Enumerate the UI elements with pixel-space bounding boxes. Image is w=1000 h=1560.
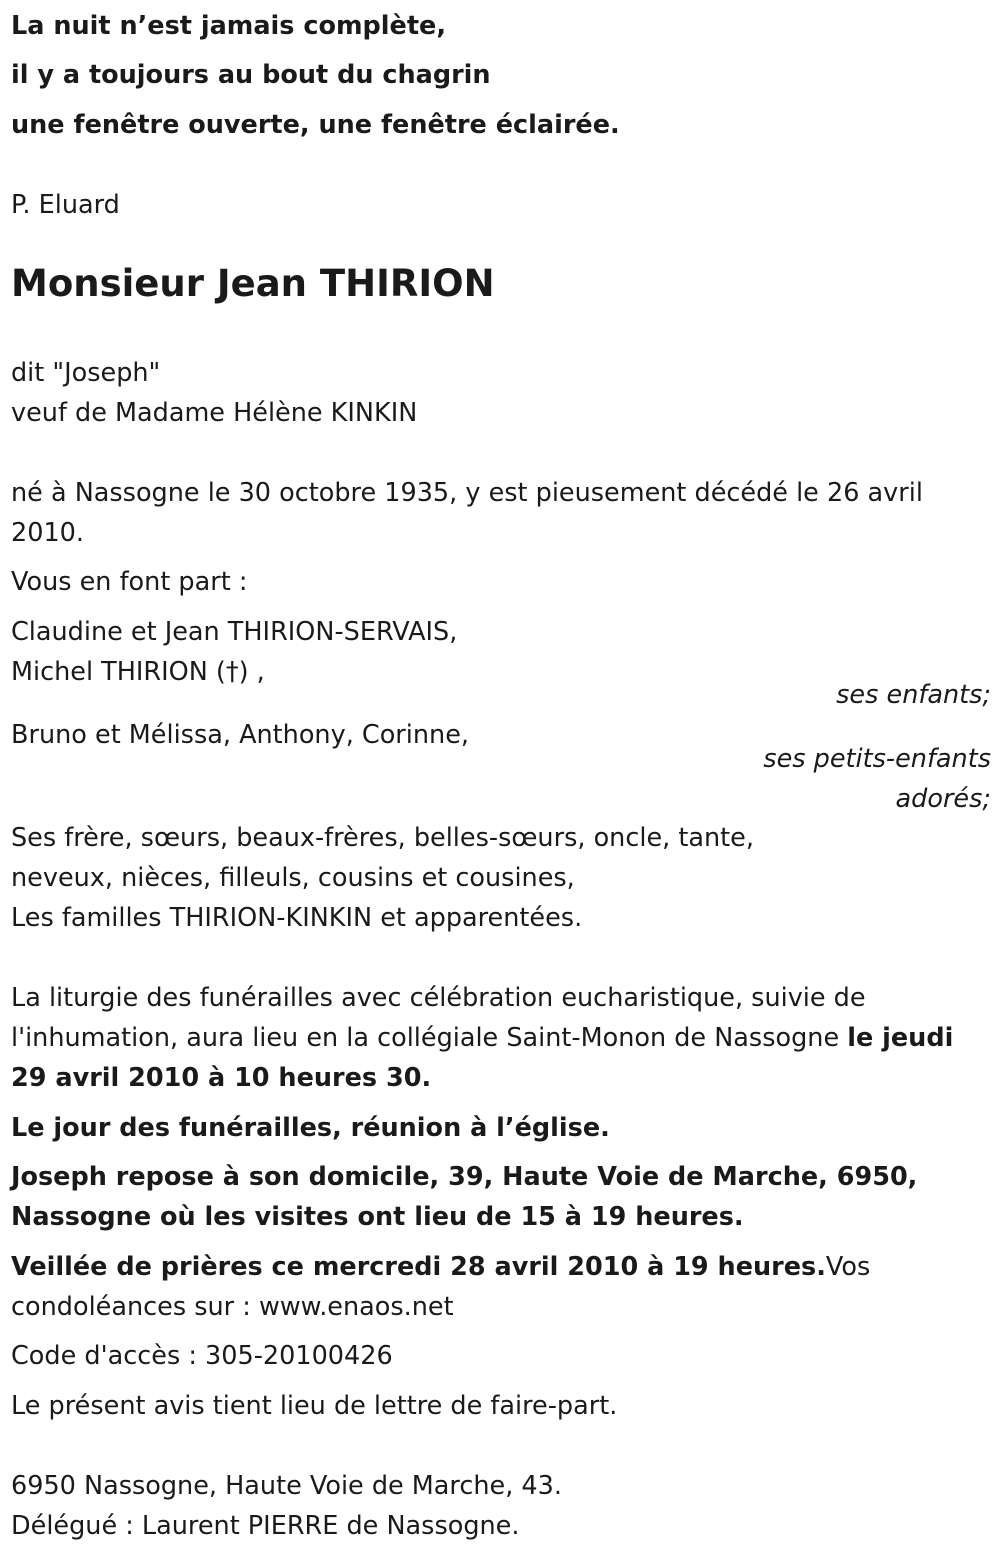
- deceased-name: Monsieur Jean THIRION: [11, 262, 495, 305]
- announcement-intro: Vous en font part :: [11, 567, 248, 597]
- poem-line-2: il y a toujours au bout du chagrin: [11, 60, 491, 90]
- access-code: Code d'accès : 305-20100426: [11, 1341, 393, 1371]
- repose-text: Joseph repose à son domicile, 39, Haute Voie de Marche, 6950, Nassogne où les visites ont lieu de 15 à 19 heures.: [11, 1162, 918, 1232]
- liturgy-date: le jeudi 29 avril 2010 à 10 heures 30.: [11, 1023, 954, 1093]
- vigil-text: Veillée de prières ce mercredi 28 avril 2010 à 19 heures.: [11, 1252, 826, 1282]
- grandchildren-label-2: adorés;: [895, 784, 991, 814]
- grandchildren-label-1: ses petits-enfants: [763, 744, 991, 774]
- condolences-text: Vos condoléances sur : www.enaos.net: [11, 1252, 871, 1322]
- family-line-3: Les familles THIRION-KINKIN et apparentées.: [11, 903, 583, 933]
- footer-address: 6950 Nassogne, Haute Voie de Marche, 43.: [11, 1471, 562, 1501]
- poem-line-3: une fenêtre ouverte, une fenêtre éclairée.: [11, 110, 620, 140]
- poem-line-1: La nuit n’est jamais complète,: [11, 11, 447, 41]
- children-line-2: Michel THIRION (†) ,: [11, 657, 265, 687]
- children-line-1: Claudine et Jean THIRION-SERVAIS,: [11, 617, 458, 647]
- grandchildren-names: Bruno et Mélissa, Anthony, Corinne,: [11, 720, 469, 750]
- children-label: ses enfants;: [836, 680, 991, 710]
- vigil-paragraph: [11, 1247, 991, 1327]
- deceased-nickname: dit "Joseph": [11, 358, 161, 388]
- footer-delegate: Délégué : Laurent PIERRE de Nassogne.: [11, 1511, 520, 1541]
- meeting-text: Le jour des funérailles, réunion à l’église.: [11, 1113, 610, 1143]
- poem-author: P. Eluard: [11, 190, 120, 220]
- deceased-widower: veuf de Madame Hélène KINKIN: [11, 398, 418, 428]
- family-line-1: Ses frère, sœurs, beaux-frères, belles-sœurs, oncle, tante,: [11, 823, 754, 853]
- liturgy-paragraph: [11, 978, 991, 1098]
- family-line-2: neveux, nièces, filleuls, cousins et cousines,: [11, 863, 575, 893]
- liturgy-text: La liturgie des funérailles avec célébration eucharistique, suivie de l'inhumation, aura lieu en la collégiale Saint-Monon de Nassogne: [11, 983, 866, 1053]
- birth-death-text: né à Nassogne le 30 octobre 1935, y est pieusement décédé le 26 avril 2010.: [11, 478, 923, 548]
- notice-text: Le présent avis tient lieu de lettre de faire-part.: [11, 1391, 618, 1421]
